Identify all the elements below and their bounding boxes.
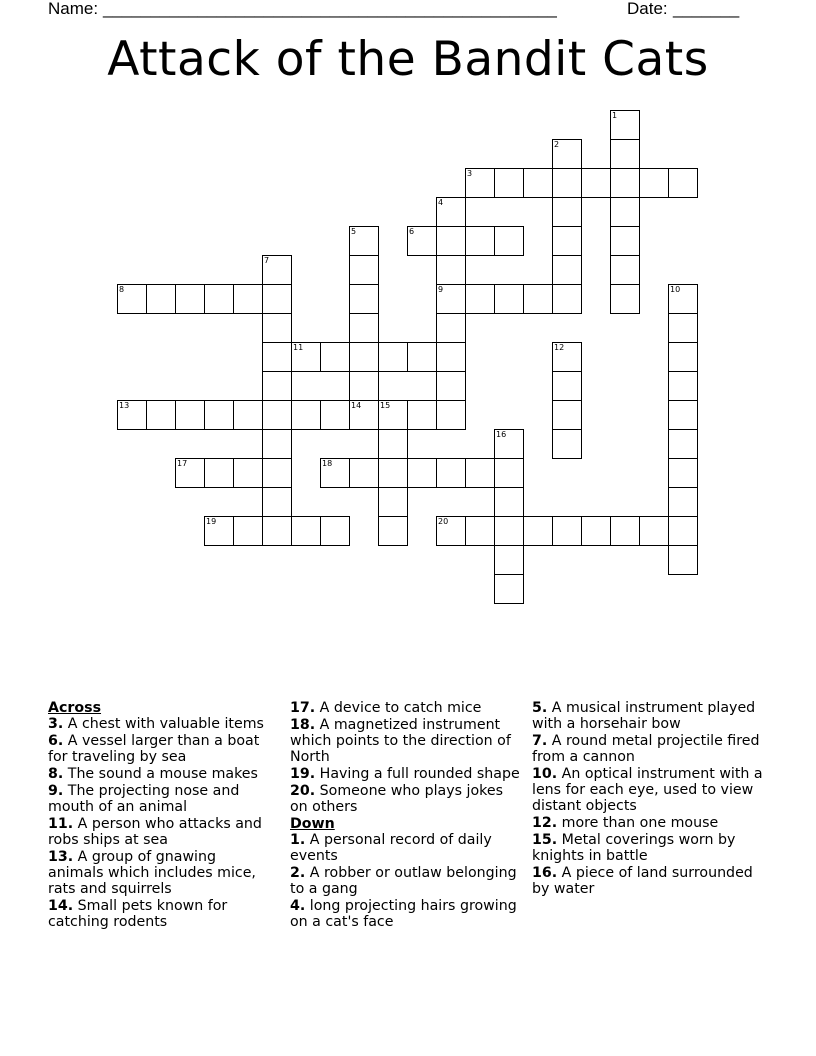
grid-cell[interactable] xyxy=(175,458,205,488)
clue-text: A magnetized instrument which points to the direction of North xyxy=(290,716,511,766)
grid-cell[interactable] xyxy=(349,458,379,488)
down-clue xyxy=(532,733,767,765)
clue-text: A person who attacks and robs ships at sea xyxy=(48,815,262,848)
grid-cell[interactable] xyxy=(668,400,698,430)
grid-cell[interactable] xyxy=(610,255,640,285)
clue-number-label: 3 xyxy=(467,169,473,178)
clue-text: A chest with valuable items xyxy=(63,716,264,733)
down-clue xyxy=(532,865,767,897)
grid-cell[interactable] xyxy=(320,342,350,372)
grid-cell[interactable] xyxy=(262,429,292,459)
clue-number: 13. xyxy=(48,848,74,865)
grid-cell[interactable] xyxy=(349,313,379,343)
grid-cell[interactable] xyxy=(552,371,582,401)
grid-cell[interactable] xyxy=(552,400,582,430)
clue-number: 10. xyxy=(532,766,558,782)
clue-text: Someone who plays jokes on others xyxy=(290,782,503,815)
across-clue xyxy=(48,816,273,848)
grid-cell[interactable] xyxy=(581,168,611,198)
grid-cell[interactable] xyxy=(552,226,582,256)
grid-cell[interactable] xyxy=(146,400,176,430)
down-clue xyxy=(532,766,767,815)
grid-cell[interactable] xyxy=(436,400,466,430)
down-clue xyxy=(290,832,525,864)
grid-cell[interactable] xyxy=(407,458,437,488)
date-label: Date: xyxy=(627,0,668,18)
grid-cell[interactable] xyxy=(668,284,698,314)
grid-cell[interactable] xyxy=(552,429,582,459)
grid-cell[interactable] xyxy=(494,574,524,604)
grid-cell[interactable] xyxy=(581,516,611,546)
down-clue xyxy=(532,700,767,732)
clue-text: A robber or outlaw belonging to a gang xyxy=(290,865,517,898)
grid-cell[interactable] xyxy=(436,516,466,546)
clue-number-label: 8 xyxy=(119,285,125,294)
grid-cell[interactable] xyxy=(175,284,205,314)
grid-cell[interactable] xyxy=(378,429,408,459)
down-clue xyxy=(290,865,525,897)
grid-cell[interactable] xyxy=(262,284,292,314)
grid-cell[interactable] xyxy=(117,284,147,314)
grid-cell[interactable] xyxy=(494,284,524,314)
grid-cell[interactable] xyxy=(523,516,553,546)
grid-cell[interactable] xyxy=(146,284,176,314)
grid-cell[interactable] xyxy=(378,487,408,517)
across-clue xyxy=(48,898,273,930)
clue-text: A piece of land surrounded by water xyxy=(532,865,753,898)
name-label: Name: xyxy=(48,0,99,18)
clue-number-label: 11 xyxy=(293,343,304,352)
grid-cell[interactable] xyxy=(349,342,379,372)
grid-cell[interactable] xyxy=(552,342,582,372)
down-clue xyxy=(532,815,767,831)
clue-number: 9. xyxy=(48,782,64,799)
clue-number: 20. xyxy=(290,782,316,799)
clue-text: A group of gnawing animals which includes mice, rats and squirrels xyxy=(48,848,256,898)
grid-cell[interactable] xyxy=(262,458,292,488)
grid-cell[interactable] xyxy=(407,342,437,372)
grid-cell[interactable] xyxy=(610,139,640,169)
clue-number: 2. xyxy=(290,865,306,881)
grid-cell[interactable] xyxy=(668,313,698,343)
clue-number-label: 6 xyxy=(409,227,415,236)
grid-cell[interactable] xyxy=(204,516,234,546)
clue-text: A musical instrument played with a horsehair bow xyxy=(532,700,756,733)
grid-cell[interactable] xyxy=(436,284,466,314)
grid-cell[interactable] xyxy=(262,516,292,546)
grid-cell[interactable] xyxy=(436,255,466,285)
grid-cell[interactable] xyxy=(610,197,640,227)
grid-cell[interactable] xyxy=(320,400,350,430)
down-clue xyxy=(532,832,767,864)
grid-cell[interactable] xyxy=(668,487,698,517)
grid-cell[interactable] xyxy=(494,168,524,198)
grid-cell[interactable] xyxy=(262,255,292,285)
clue-number: 15. xyxy=(532,832,558,848)
grid-cell[interactable] xyxy=(262,342,292,372)
grid-cell[interactable] xyxy=(233,400,263,430)
clue-number: 14. xyxy=(48,898,74,914)
clue-number-label: 4 xyxy=(438,198,444,207)
grid-cell[interactable] xyxy=(668,429,698,459)
across-clue xyxy=(48,783,273,815)
clue-text: The projecting nose and mouth of an animal xyxy=(48,782,240,815)
across-clue xyxy=(48,849,273,898)
clue-number-label: 20 xyxy=(438,517,449,526)
clue-text: A vessel larger than a boat for traveling by sea xyxy=(48,733,260,766)
clue-number: 1. xyxy=(290,832,306,848)
clue-number-label: 7 xyxy=(264,256,270,265)
clue-number-label: 5 xyxy=(351,227,357,236)
clue-text: Having a full rounded shape xyxy=(315,766,520,782)
clue-number: 6. xyxy=(48,733,64,749)
clue-text: long projecting hairs growing on a cat's face xyxy=(290,898,517,931)
grid-cell[interactable] xyxy=(233,516,263,546)
clue-number: 18. xyxy=(290,716,316,733)
clue-text: A personal record of daily events xyxy=(290,832,492,865)
grid-cell[interactable] xyxy=(610,168,640,198)
grid-cell[interactable] xyxy=(494,226,524,256)
grid-cell[interactable] xyxy=(262,313,292,343)
grid-cell[interactable] xyxy=(668,371,698,401)
grid-cell[interactable] xyxy=(552,255,582,285)
clue-number-label: 16 xyxy=(496,430,507,439)
across-clue xyxy=(290,783,525,815)
clue-number-label: 13 xyxy=(119,401,130,410)
grid-cell[interactable] xyxy=(436,197,466,227)
clues-column-2 xyxy=(290,700,525,931)
grid-cell[interactable] xyxy=(494,516,524,546)
grid-cell[interactable] xyxy=(378,516,408,546)
grid-cell[interactable] xyxy=(407,400,437,430)
grid-cell[interactable] xyxy=(552,284,582,314)
grid-cell[interactable] xyxy=(465,458,495,488)
clue-number: 8. xyxy=(48,766,64,782)
grid-cell[interactable] xyxy=(436,342,466,372)
across-clue xyxy=(48,733,273,765)
clue-number: 4. xyxy=(290,898,306,914)
down-heading: Down xyxy=(290,815,335,832)
clue-number-label: 12 xyxy=(554,343,565,352)
clue-number: 5. xyxy=(532,700,548,716)
grid-cell[interactable] xyxy=(610,226,640,256)
clue-number-label: 10 xyxy=(670,285,681,294)
grid-cell[interactable] xyxy=(552,197,582,227)
grid-cell[interactable] xyxy=(349,284,379,314)
grid-cell[interactable] xyxy=(233,458,263,488)
grid-cell[interactable] xyxy=(523,284,553,314)
across-clue xyxy=(290,766,525,782)
clue-number: 16. xyxy=(532,865,558,881)
across-clue xyxy=(48,766,273,782)
grid-cell[interactable] xyxy=(349,255,379,285)
across-heading: Across xyxy=(48,700,102,716)
grid-cell[interactable] xyxy=(204,400,234,430)
grid-cell[interactable] xyxy=(668,168,698,198)
grid-cell[interactable] xyxy=(465,226,495,256)
grid-cell[interactable] xyxy=(117,400,147,430)
grid-cell[interactable] xyxy=(291,400,321,430)
clue-number-label: 19 xyxy=(206,517,217,526)
grid-cell[interactable] xyxy=(320,516,350,546)
grid-cell[interactable] xyxy=(378,400,408,430)
grid-cell[interactable] xyxy=(436,313,466,343)
grid-cell[interactable] xyxy=(204,458,234,488)
across-clue xyxy=(290,717,525,766)
clue-number-label: 2 xyxy=(554,140,560,149)
date-field-line[interactable]: _______ xyxy=(673,0,740,18)
grid-cell[interactable] xyxy=(668,516,698,546)
grid-cell[interactable] xyxy=(378,458,408,488)
clue-number: 17. xyxy=(290,700,316,716)
grid-cell[interactable] xyxy=(262,400,292,430)
grid-cell[interactable] xyxy=(436,458,466,488)
grid-cell[interactable] xyxy=(552,516,582,546)
across-clue xyxy=(48,716,273,732)
grid-cell[interactable] xyxy=(465,168,495,198)
clue-number: 11. xyxy=(48,815,74,832)
grid-cell[interactable] xyxy=(291,516,321,546)
grid-cell[interactable] xyxy=(610,284,640,314)
clue-text: An optical instrument with a lens for each eye, used to view distant objects xyxy=(532,766,763,815)
grid-cell[interactable] xyxy=(639,168,669,198)
grid-cell[interactable] xyxy=(175,400,205,430)
grid-cell[interactable] xyxy=(668,458,698,488)
clue-text: more than one mouse xyxy=(557,815,719,832)
name-field-line[interactable]: ________________________________________________ xyxy=(103,0,557,18)
clue-text: A device to catch mice xyxy=(315,700,482,716)
grid-cell[interactable] xyxy=(349,226,379,256)
grid-cell[interactable] xyxy=(668,545,698,575)
grid-cell[interactable] xyxy=(494,458,524,488)
grid-cell[interactable] xyxy=(639,516,669,546)
grid-cell[interactable] xyxy=(349,371,379,401)
grid-cell[interactable] xyxy=(262,487,292,517)
grid-cell[interactable] xyxy=(349,400,379,430)
grid-cell[interactable] xyxy=(233,284,263,314)
clue-text: The sound a mouse makes xyxy=(63,766,258,782)
grid-cell[interactable] xyxy=(494,487,524,517)
grid-cell[interactable] xyxy=(465,284,495,314)
clue-text: Metal coverings worn by knights in battle xyxy=(532,832,736,865)
clue-number-label: 15 xyxy=(380,401,391,410)
grid-cell[interactable] xyxy=(320,458,350,488)
grid-cell[interactable] xyxy=(610,110,640,140)
clue-number: 3. xyxy=(48,716,64,733)
clues-column-1 xyxy=(48,700,273,931)
grid-cell[interactable] xyxy=(668,342,698,372)
grid-cell[interactable] xyxy=(610,516,640,546)
clue-number: 7. xyxy=(532,733,548,749)
clue-number-label: 17 xyxy=(177,459,188,468)
down-clue xyxy=(290,898,525,930)
grid-cell[interactable] xyxy=(436,226,466,256)
clue-number-label: 1 xyxy=(612,111,618,120)
grid-cell[interactable] xyxy=(552,139,582,169)
clue-number: 12. xyxy=(532,815,558,832)
grid-cell[interactable] xyxy=(378,342,408,372)
clue-text: Small pets known for catching rodents xyxy=(48,898,228,931)
clue-number-label: 9 xyxy=(438,285,444,294)
grid-cell[interactable] xyxy=(407,226,437,256)
grid-cell[interactable] xyxy=(262,371,292,401)
clue-text: A round metal projectile fired from a cannon xyxy=(532,733,760,766)
grid-cell[interactable] xyxy=(291,342,321,372)
clue-number-label: 14 xyxy=(351,401,362,410)
grid-cell[interactable] xyxy=(204,284,234,314)
clue-number-label: 18 xyxy=(322,459,333,468)
clue-number: 19. xyxy=(290,766,316,782)
grid-cell[interactable] xyxy=(523,168,553,198)
clues-column-3 xyxy=(532,700,767,898)
grid-cell[interactable] xyxy=(494,429,524,459)
grid-cell[interactable] xyxy=(436,371,466,401)
puzzle-title: Attack of the Bandit Cats xyxy=(107,32,709,87)
grid-cell[interactable] xyxy=(465,516,495,546)
grid-cell[interactable] xyxy=(552,168,582,198)
across-clue xyxy=(290,700,525,716)
grid-cell[interactable] xyxy=(494,545,524,575)
